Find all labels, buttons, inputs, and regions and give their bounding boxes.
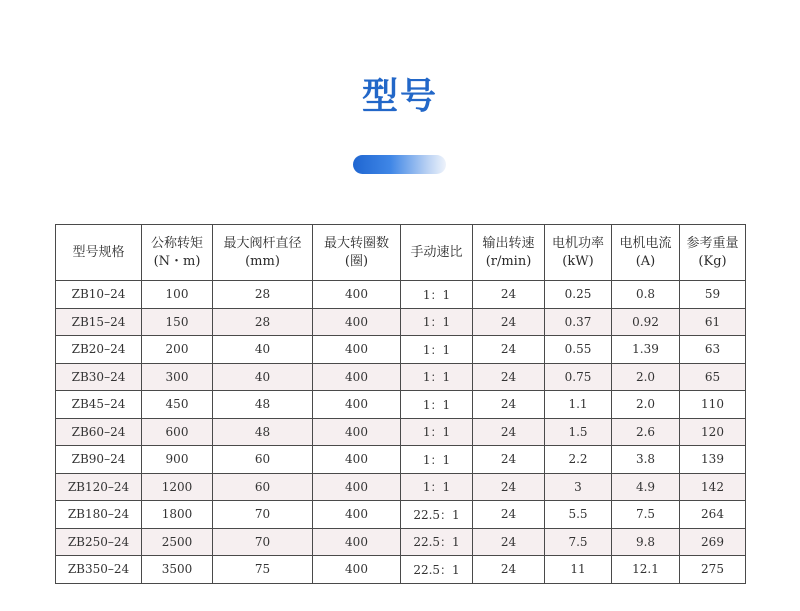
table-cell-motor-power: 0.25 <box>545 281 612 309</box>
table-cell-output-speed: 24 <box>473 391 545 419</box>
table-cell-model-spec: ZB180–24 <box>56 501 142 529</box>
table-cell-motor-power: 0.55 <box>545 336 612 364</box>
column-header-max-turns <box>313 225 401 281</box>
table-cell-motor-power: 0.37 <box>545 308 612 336</box>
table-cell-motor-power: 7.5 <box>545 528 612 556</box>
table-row <box>56 528 746 556</box>
table-cell-output-speed: 24 <box>473 501 545 529</box>
table-cell-rated-torque: 600 <box>142 418 213 446</box>
table-cell-max-turns: 400 <box>313 528 401 556</box>
table-cell-motor-current: 3.8 <box>612 446 680 474</box>
table-row <box>56 363 746 391</box>
table-cell-max-stem-diameter: 28 <box>213 281 313 309</box>
table-cell-max-turns: 400 <box>313 473 401 501</box>
table-cell-rated-torque: 1800 <box>142 501 213 529</box>
table-cell-output-speed: 24 <box>473 528 545 556</box>
table-cell-max-turns: 400 <box>313 418 401 446</box>
table-cell-manual-ratio: 1：1 <box>401 446 473 474</box>
table-cell-motor-current: 1.39 <box>612 336 680 364</box>
column-header-unit: (mm) <box>245 253 280 269</box>
table-cell-motor-current: 2.0 <box>612 363 680 391</box>
column-header-label: 输出转速 <box>482 235 535 251</box>
table-row <box>56 501 746 529</box>
table-cell-model-spec: ZB30–24 <box>56 363 142 391</box>
table-cell-max-stem-diameter: 28 <box>213 308 313 336</box>
table-cell-model-spec: ZB250–24 <box>56 528 142 556</box>
column-header-model-spec <box>56 225 142 281</box>
table-cell-model-spec: ZB45–24 <box>56 391 142 419</box>
table-cell-motor-power: 11 <box>545 556 612 584</box>
table-cell-motor-power: 1.5 <box>545 418 612 446</box>
table-cell-manual-ratio: 1：1 <box>401 418 473 446</box>
column-header-unit: (r/min) <box>485 253 532 269</box>
table-cell-rated-torque: 100 <box>142 281 213 309</box>
table-cell-reference-weight: 59 <box>680 281 746 309</box>
column-header-label: 电机功率 <box>551 235 604 251</box>
table-cell-rated-torque: 1200 <box>142 473 213 501</box>
spec-table-container <box>55 224 745 584</box>
table-cell-max-stem-diameter: 40 <box>213 363 313 391</box>
table-cell-output-speed: 24 <box>473 418 545 446</box>
column-header-unit: (N・m) <box>153 253 201 269</box>
table-cell-reference-weight: 110 <box>680 391 746 419</box>
column-header-manual-ratio <box>401 225 473 281</box>
table-cell-manual-ratio: 1：1 <box>401 391 473 419</box>
table-cell-max-stem-diameter: 70 <box>213 528 313 556</box>
table-cell-motor-current: 9.8 <box>612 528 680 556</box>
table-cell-max-stem-diameter: 40 <box>213 336 313 364</box>
table-cell-model-spec: ZB90–24 <box>56 446 142 474</box>
table-cell-motor-power: 1.1 <box>545 391 612 419</box>
table-cell-manual-ratio: 1：1 <box>401 308 473 336</box>
column-header-label: 手动速比 <box>410 244 463 260</box>
table-cell-motor-current: 0.8 <box>612 281 680 309</box>
table-cell-model-spec: ZB10–24 <box>56 281 142 309</box>
table-cell-max-turns: 400 <box>313 363 401 391</box>
table-row <box>56 391 746 419</box>
column-header-rated-torque <box>142 225 213 281</box>
table-cell-reference-weight: 139 <box>680 446 746 474</box>
table-cell-max-turns: 400 <box>313 446 401 474</box>
table-row <box>56 336 746 364</box>
table-cell-manual-ratio: 22.5：1 <box>401 556 473 584</box>
title-underline-bar <box>353 155 446 174</box>
column-header-unit: (kW) <box>562 253 594 269</box>
table-row <box>56 473 746 501</box>
table-cell-motor-current: 0.92 <box>612 308 680 336</box>
table-cell-max-stem-diameter: 48 <box>213 391 313 419</box>
table-cell-max-stem-diameter: 60 <box>213 446 313 474</box>
table-cell-reference-weight: 275 <box>680 556 746 584</box>
table-cell-reference-weight: 65 <box>680 363 746 391</box>
table-cell-reference-weight: 120 <box>680 418 746 446</box>
column-header-unit: (圈) <box>344 253 369 269</box>
column-header-unit: (Kg) <box>698 253 727 269</box>
table-row <box>56 556 746 584</box>
table-cell-motor-current: 12.1 <box>612 556 680 584</box>
column-header-label: 型号规格 <box>72 244 125 260</box>
column-header-label: 公称转矩 <box>150 235 203 251</box>
table-cell-reference-weight: 142 <box>680 473 746 501</box>
table-cell-max-stem-diameter: 75 <box>213 556 313 584</box>
column-header-label: 最大阀杆直径 <box>223 235 302 251</box>
table-cell-rated-torque: 3500 <box>142 556 213 584</box>
table-cell-manual-ratio: 1：1 <box>401 336 473 364</box>
table-cell-rated-torque: 900 <box>142 446 213 474</box>
table-cell-max-stem-diameter: 70 <box>213 501 313 529</box>
table-cell-output-speed: 24 <box>473 363 545 391</box>
table-cell-output-speed: 24 <box>473 556 545 584</box>
table-cell-model-spec: ZB120–24 <box>56 473 142 501</box>
table-cell-manual-ratio: 22.5：1 <box>401 501 473 529</box>
table-cell-output-speed: 24 <box>473 473 545 501</box>
column-header-motor-current <box>612 225 680 281</box>
table-cell-motor-power: 2.2 <box>545 446 612 474</box>
page-title: 型号 <box>361 76 438 117</box>
column-header-unit: (A) <box>635 253 656 269</box>
table-cell-reference-weight: 61 <box>680 308 746 336</box>
table-cell-output-speed: 24 <box>473 281 545 309</box>
table-cell-motor-current: 2.6 <box>612 418 680 446</box>
table-cell-manual-ratio: 22.5：1 <box>401 528 473 556</box>
table-body <box>56 281 746 584</box>
table-header-row <box>56 225 746 281</box>
table-cell-motor-power: 0.75 <box>545 363 612 391</box>
table-cell-motor-current: 7.5 <box>612 501 680 529</box>
table-cell-max-turns: 400 <box>313 556 401 584</box>
table-cell-max-turns: 400 <box>313 391 401 419</box>
table-cell-manual-ratio: 1：1 <box>401 363 473 391</box>
table-cell-rated-torque: 450 <box>142 391 213 419</box>
table-cell-manual-ratio: 1：1 <box>401 473 473 501</box>
table-cell-reference-weight: 269 <box>680 528 746 556</box>
table-cell-motor-power: 5.5 <box>545 501 612 529</box>
column-header-max-stem-diameter <box>213 225 313 281</box>
table-cell-rated-torque: 300 <box>142 363 213 391</box>
table-cell-manual-ratio: 1：1 <box>401 281 473 309</box>
table-cell-max-stem-diameter: 60 <box>213 473 313 501</box>
table-cell-model-spec: ZB350–24 <box>56 556 142 584</box>
column-header-reference-weight <box>680 225 746 281</box>
table-cell-model-spec: ZB60–24 <box>56 418 142 446</box>
table-row <box>56 446 746 474</box>
table-row <box>56 308 746 336</box>
column-header-output-speed <box>473 225 545 281</box>
table-cell-model-spec: ZB20–24 <box>56 336 142 364</box>
table-cell-rated-torque: 200 <box>142 336 213 364</box>
table-cell-reference-weight: 63 <box>680 336 746 364</box>
table-cell-model-spec: ZB15–24 <box>56 308 142 336</box>
table-row <box>56 418 746 446</box>
table-cell-reference-weight: 264 <box>680 501 746 529</box>
table-cell-max-turns: 400 <box>313 501 401 529</box>
table-cell-motor-power: 3 <box>545 473 612 501</box>
table-cell-motor-current: 4.9 <box>612 473 680 501</box>
column-header-motor-power <box>545 225 612 281</box>
spec-table <box>55 224 746 584</box>
column-header-label: 参考重量 <box>686 235 739 251</box>
column-header-label: 最大转圈数 <box>323 235 389 251</box>
column-header-label: 电机电流 <box>619 235 672 251</box>
table-cell-max-turns: 400 <box>313 308 401 336</box>
table-cell-output-speed: 24 <box>473 336 545 364</box>
table-cell-max-turns: 400 <box>313 281 401 309</box>
table-cell-rated-torque: 2500 <box>142 528 213 556</box>
table-cell-max-turns: 400 <box>313 336 401 364</box>
table-cell-rated-torque: 150 <box>142 308 213 336</box>
table-row <box>56 281 746 309</box>
table-cell-max-stem-diameter: 48 <box>213 418 313 446</box>
table-cell-motor-current: 2.0 <box>612 391 680 419</box>
table-cell-output-speed: 24 <box>473 446 545 474</box>
table-cell-output-speed: 24 <box>473 308 545 336</box>
